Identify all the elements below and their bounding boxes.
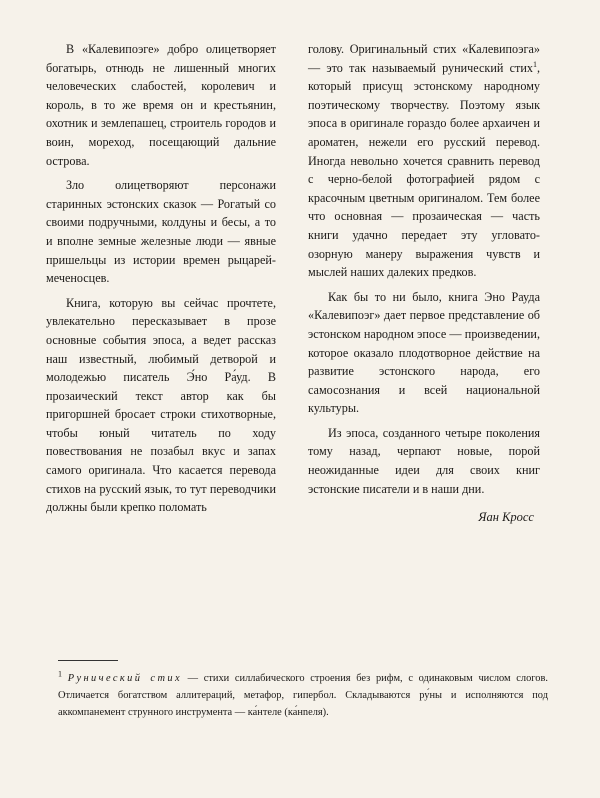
right-column bbox=[308, 40, 540, 527]
paragraph: Из эпоса, созданного четыре поколения тому назад, черпают новые, порой неожиданные идеи для своих книг эстонские писатели и в наши дни. bbox=[308, 425, 540, 496]
paragraph bbox=[308, 40, 540, 282]
footnote-divider bbox=[58, 660, 118, 661]
author-signature: Яан Кросс bbox=[478, 510, 534, 525]
paragraph: Книга, которую вы сейчас прочтете, увлекательно пересказывает в прозе основные события эпоса, а ведет рассказ наш известный, любимый детворой и молодежью писатель Э́но Ра́уд. В прозаический текст автор как бы пригоршней бросает строки стихотворные, чтобы юный читатель по ходу повествования не позабыл вкус и запах самого оригинала. Что касается перевода стихов на русский язык, то тут переводчики должны были крепко поломать bbox=[46, 295, 276, 515]
paragraph: Зло олицетворяют персонажи старинных эстонских сказок — Рогатый со своими подручными, колдуны и бесы, а то и вполне земные железные люди — явные пришельцы из истории времен рыцарей-меченосцев. bbox=[46, 178, 276, 286]
footnote-marker: 1 bbox=[58, 669, 62, 679]
paragraph: Как бы то ни было, книга Эно Рауда «Калевипоэг» дает первое представление об эстонском народном эпосе — произведении, которое оказало плодотворное действие на развитие эстонского народа, его самосознания и всей национальной культуры. bbox=[308, 289, 540, 416]
footnote bbox=[58, 670, 548, 721]
paragraph-text: , который присущ эстонскому народному поэтическому творчеству. Поэтому язык эпоса в оригинале гораздо более архаичен и ароматен, нежели его русский перевод. Иногда невольно хочется сравнить перевод с черно-белой фотографией рядом с красочным цветным оригиналом. Тем более что основная — прозаическая — часть книги удачно передает эту угловато-озорную манеру выражения чувств и мыслей наших далеких предков. bbox=[308, 60, 540, 280]
footnote-term: Рунический стих bbox=[67, 673, 182, 684]
footnote-ref: 1 bbox=[532, 59, 537, 69]
paragraph-text: голову. Оригинальный стих «Калевипоэга» — это так называемый рунический стих bbox=[308, 42, 540, 75]
paragraph: В «Калевипоэге» добро олицетворяет богатырь, отнюдь не лишенный многих человеческих слабостей, королевич и король, в то же время он и крестьянин, охотник и землепашец, строитель городов и воин, мореход, посещающий дальние острова. bbox=[46, 42, 276, 168]
left-column bbox=[46, 40, 276, 523]
footnote-text: — стихи силлабического строения без рифм, с одинаковым числом слогов. Отличается богатством аллитераций, метафор, гипербол. Складываются ру́ны и исполняются под аккомпанемент струнного инструмента — ка́нтеле (ка́нneля). bbox=[58, 673, 549, 718]
